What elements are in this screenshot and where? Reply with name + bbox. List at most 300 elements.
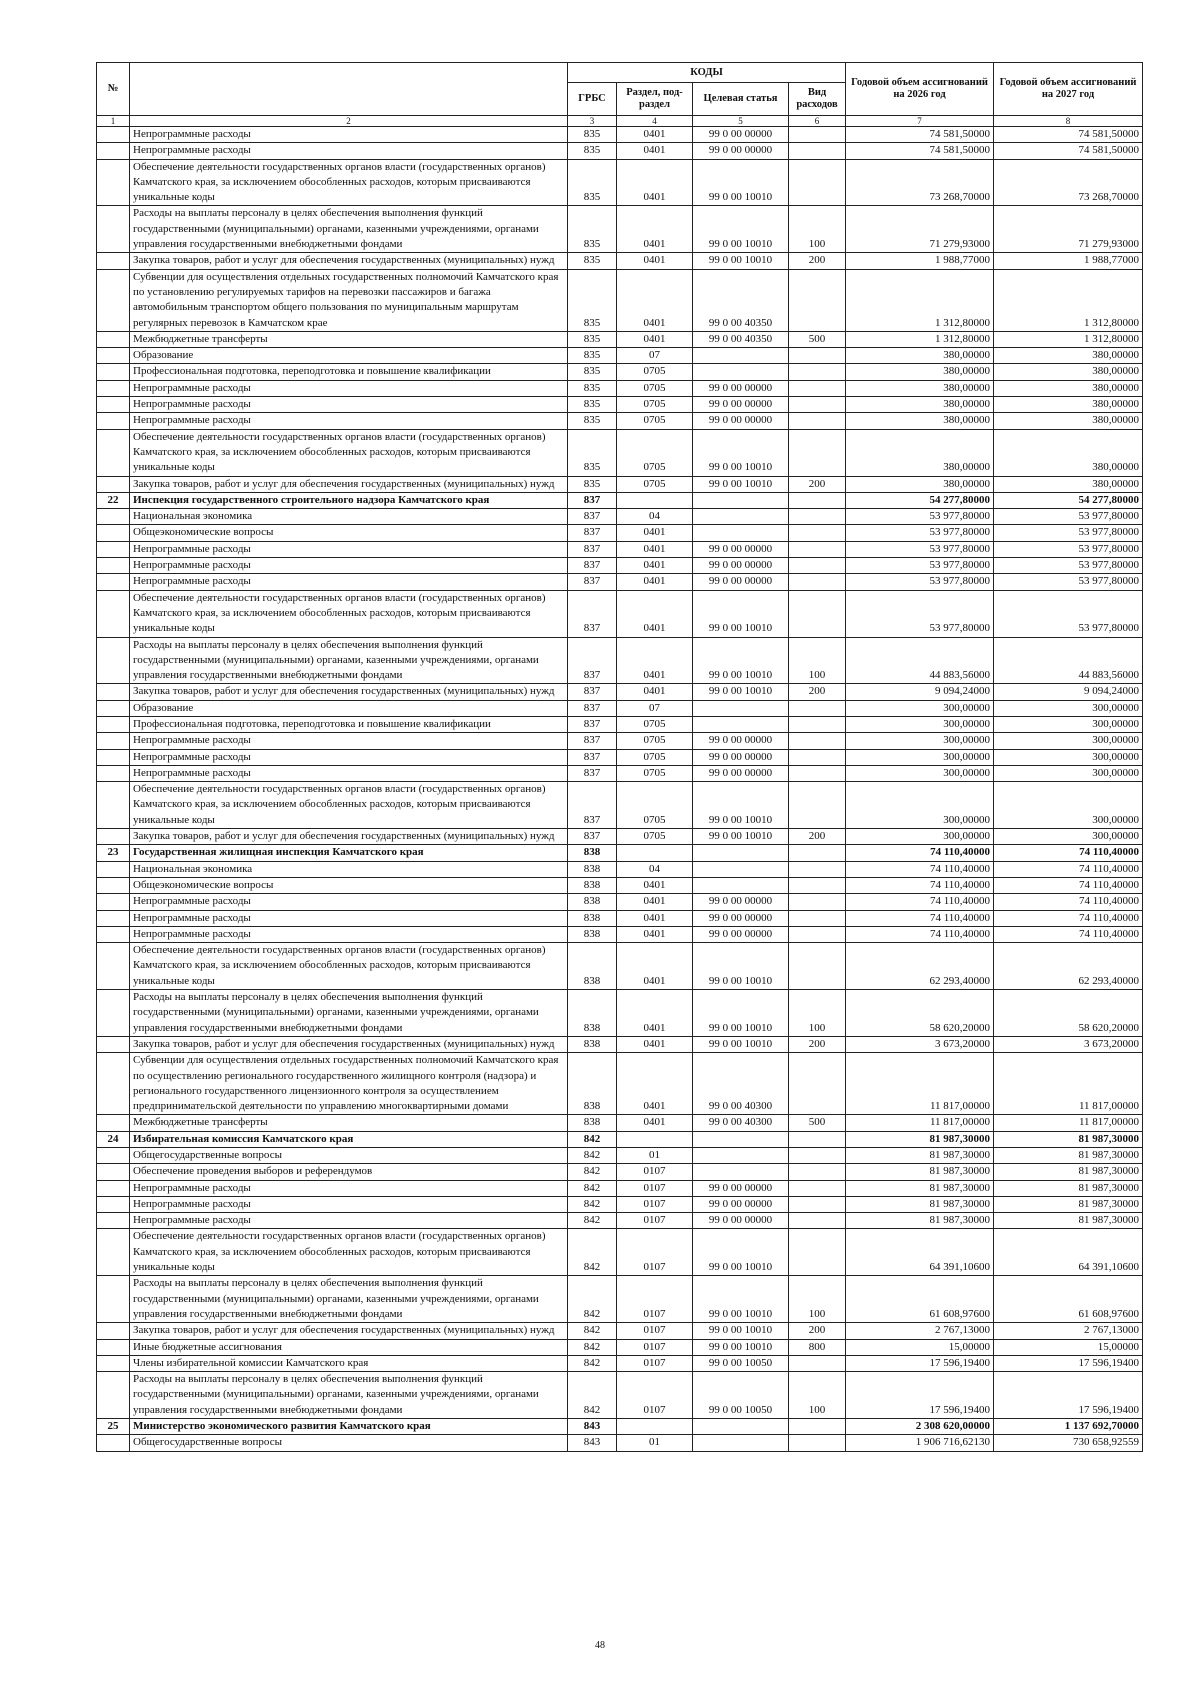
expense-name: Непрограммные расходы (130, 541, 568, 557)
grbs-code: 835 (568, 253, 617, 269)
grbs-code: 842 (568, 1148, 617, 1164)
amount-2027: 53 977,80000 (994, 509, 1143, 525)
row-number: 23 (97, 845, 130, 861)
table-row (97, 1229, 1143, 1276)
expense-type-code: 100 (789, 1276, 846, 1323)
amount-2027: 300,00000 (994, 716, 1143, 732)
amount-2026: 11 817,00000 (846, 1115, 994, 1131)
table-row (97, 143, 1143, 159)
expense-name: Обеспечение деятельности государственных органов власти (государственных органов) Камчатского края, за исключением обособленных расходов, которым присваиваются уникальные коды (130, 159, 568, 206)
target-article-code: 99 0 00 10010 (693, 637, 789, 684)
amount-2027: 62 293,40000 (994, 943, 1143, 990)
grbs-code: 837 (568, 492, 617, 508)
amount-2026: 17 596,19400 (846, 1355, 994, 1371)
amount-2026: 300,00000 (846, 765, 994, 781)
amount-2026: 81 987,30000 (846, 1213, 994, 1229)
section-code (617, 1131, 693, 1147)
grbs-code: 838 (568, 1053, 617, 1115)
expense-type-code: 800 (789, 1339, 846, 1355)
amount-2026: 300,00000 (846, 829, 994, 845)
target-article-code: 99 0 00 10010 (693, 206, 789, 253)
header-amount-2027: Годовой объем ассигнований на 2027 год (994, 63, 1143, 116)
grbs-code: 837 (568, 829, 617, 845)
amount-2027: 74 110,40000 (994, 877, 1143, 893)
section-code: 0401 (617, 331, 693, 347)
amount-2027: 380,00000 (994, 380, 1143, 396)
row-number (97, 269, 130, 331)
target-article-code: 99 0 00 00000 (693, 749, 789, 765)
target-article-code: 99 0 00 00000 (693, 541, 789, 557)
target-article-code: 99 0 00 10010 (693, 590, 789, 637)
expense-name: Субвенции для осуществления отдельных государственных полномочий Камчатского края по установлению регулируемых тарифов на перевозки пассажиров и багажа автомобильным транспортом общего пользования по муниципальным маршрутам регулярных перевозок в Камчатском крае (130, 269, 568, 331)
amount-2027: 54 277,80000 (994, 492, 1143, 508)
row-number (97, 894, 130, 910)
table-row (97, 127, 1143, 143)
section-code: 0401 (617, 590, 693, 637)
expense-name: Иные бюджетные ассигнования (130, 1339, 568, 1355)
grbs-code: 835 (568, 429, 617, 476)
expense-name: Непрограммные расходы (130, 380, 568, 396)
section-code: 0401 (617, 990, 693, 1037)
table-row (97, 1053, 1143, 1115)
target-article-code (693, 716, 789, 732)
table-row (97, 1115, 1143, 1131)
target-article-code (693, 348, 789, 364)
grbs-code: 835 (568, 397, 617, 413)
row-number (97, 574, 130, 590)
amount-2027: 380,00000 (994, 364, 1143, 380)
amount-2026: 11 817,00000 (846, 1053, 994, 1115)
expense-type-code (789, 574, 846, 590)
target-article-code: 99 0 00 00000 (693, 574, 789, 590)
table-row (97, 429, 1143, 476)
grbs-code: 842 (568, 1180, 617, 1196)
expense-name: Обеспечение деятельности государственных органов власти (государственных органов) Камчатского края, за исключением обособленных расходов, которым присваиваются уникальные коды (130, 1229, 568, 1276)
amount-2026: 61 608,97600 (846, 1276, 994, 1323)
column-index: 5 (693, 116, 789, 127)
grbs-code: 837 (568, 765, 617, 781)
section-code: 0107 (617, 1355, 693, 1371)
target-article-code: 99 0 00 00000 (693, 143, 789, 159)
section-code: 0705 (617, 364, 693, 380)
expense-type-code: 500 (789, 331, 846, 347)
section-code: 0705 (617, 476, 693, 492)
amount-2026: 53 977,80000 (846, 558, 994, 574)
grbs-code: 842 (568, 1355, 617, 1371)
grbs-code: 843 (568, 1419, 617, 1435)
amount-2027: 17 596,19400 (994, 1372, 1143, 1419)
grbs-code: 837 (568, 525, 617, 541)
column-index: 6 (789, 116, 846, 127)
grbs-code: 837 (568, 684, 617, 700)
table-row (97, 1372, 1143, 1419)
expense-name: Закупка товаров, работ и услуг для обеспечения государственных (муниципальных) нужд (130, 253, 568, 269)
amount-2026: 81 987,30000 (846, 1131, 994, 1147)
grbs-code: 838 (568, 894, 617, 910)
table-row (97, 1355, 1143, 1371)
table-row (97, 1196, 1143, 1212)
grbs-code: 842 (568, 1339, 617, 1355)
amount-2026: 53 977,80000 (846, 590, 994, 637)
table-row (97, 476, 1143, 492)
expense-name: Обеспечение деятельности государственных органов власти (государственных органов) Камчатского края, за исключением обособленных расходов, которым присваиваются уникальные коды (130, 429, 568, 476)
expense-name: Общегосударственные вопросы (130, 1148, 568, 1164)
amount-2027: 3 673,20000 (994, 1036, 1143, 1052)
header-section: Раздел, под-раздел (617, 83, 693, 116)
expense-name: Непрограммные расходы (130, 910, 568, 926)
section-code: 0107 (617, 1229, 693, 1276)
table-row (97, 1164, 1143, 1180)
table-row (97, 331, 1143, 347)
expense-type-code (789, 765, 846, 781)
grbs-code: 837 (568, 782, 617, 829)
amount-2026: 380,00000 (846, 413, 994, 429)
target-article-code (693, 1148, 789, 1164)
row-number (97, 253, 130, 269)
row-number (97, 1053, 130, 1115)
amount-2027: 71 279,93000 (994, 206, 1143, 253)
amount-2027: 53 977,80000 (994, 574, 1143, 590)
column-index: 8 (994, 116, 1143, 127)
section-code: 0705 (617, 829, 693, 845)
amount-2027: 61 608,97600 (994, 1276, 1143, 1323)
target-article-code: 99 0 00 10010 (693, 1339, 789, 1355)
expense-name: Обеспечение деятельности государственных органов власти (государственных органов) Камчатского края, за исключением обособленных расходов, которым присваиваются уникальные коды (130, 590, 568, 637)
amount-2027: 1 988,77000 (994, 253, 1143, 269)
target-article-code: 99 0 00 10010 (693, 1276, 789, 1323)
expense-name: Обеспечение проведения выборов и референдумов (130, 1164, 568, 1180)
section-code: 0705 (617, 733, 693, 749)
amount-2027: 74 110,40000 (994, 926, 1143, 942)
amount-2027: 300,00000 (994, 733, 1143, 749)
amount-2026: 2 308 620,00000 (846, 1419, 994, 1435)
amount-2027: 11 817,00000 (994, 1115, 1143, 1131)
target-article-code: 99 0 00 10010 (693, 1323, 789, 1339)
target-article-code: 99 0 00 00000 (693, 1196, 789, 1212)
row-number (97, 143, 130, 159)
target-article-code (693, 861, 789, 877)
amount-2027: 74 110,40000 (994, 861, 1143, 877)
expense-name: Расходы на выплаты персоналу в целях обеспечения выполнения функций государственными (муниципальными) органами, казенными учреждениями, органами управления государственными внебюджетными фондами (130, 637, 568, 684)
expense-type-code: 100 (789, 206, 846, 253)
table-row (97, 926, 1143, 942)
grbs-code: 838 (568, 877, 617, 893)
table-row (97, 558, 1143, 574)
expense-type-code (789, 143, 846, 159)
amount-2026: 300,00000 (846, 733, 994, 749)
amount-2027: 74 110,40000 (994, 845, 1143, 861)
amount-2026: 74 581,50000 (846, 127, 994, 143)
expense-name: Члены избирательной комиссии Камчатского края (130, 1355, 568, 1371)
table-row (97, 1180, 1143, 1196)
section-code: 0401 (617, 206, 693, 253)
amount-2026: 81 987,30000 (846, 1180, 994, 1196)
amount-2026: 53 977,80000 (846, 509, 994, 525)
expense-name: Непрограммные расходы (130, 1213, 568, 1229)
amount-2027: 300,00000 (994, 749, 1143, 765)
grbs-code: 838 (568, 861, 617, 877)
target-article-code: 99 0 00 10010 (693, 829, 789, 845)
expense-type-code (789, 1213, 846, 1229)
row-number (97, 331, 130, 347)
amount-2027: 2 767,13000 (994, 1323, 1143, 1339)
row-number (97, 749, 130, 765)
row-number (97, 1435, 130, 1451)
row-number (97, 397, 130, 413)
grbs-code: 835 (568, 348, 617, 364)
expense-type-code (789, 590, 846, 637)
expense-type-code (789, 910, 846, 926)
grbs-code: 838 (568, 845, 617, 861)
row-number: 25 (97, 1419, 130, 1435)
section-code: 0401 (617, 684, 693, 700)
row-number (97, 429, 130, 476)
section-code: 01 (617, 1148, 693, 1164)
target-article-code: 99 0 00 10010 (693, 990, 789, 1037)
amount-2026: 17 596,19400 (846, 1372, 994, 1419)
expense-type-code (789, 700, 846, 716)
amount-2027: 81 987,30000 (994, 1180, 1143, 1196)
page-number: 48 (595, 1640, 605, 1651)
target-article-code: 99 0 00 00000 (693, 558, 789, 574)
expense-type-code (789, 558, 846, 574)
grbs-code: 842 (568, 1164, 617, 1180)
amount-2026: 1 312,80000 (846, 331, 994, 347)
expense-type-code (789, 413, 846, 429)
target-article-code: 99 0 00 40300 (693, 1053, 789, 1115)
row-number (97, 733, 130, 749)
amount-2027: 300,00000 (994, 782, 1143, 829)
grbs-code: 835 (568, 331, 617, 347)
column-index: 7 (846, 116, 994, 127)
row-number (97, 1196, 130, 1212)
expense-type-code (789, 1419, 846, 1435)
row-number (97, 206, 130, 253)
expense-name: Инспекция государственного строительного надзора Камчатского края (130, 492, 568, 508)
target-article-code: 99 0 00 40350 (693, 269, 789, 331)
amount-2026: 81 987,30000 (846, 1196, 994, 1212)
row-number (97, 1323, 130, 1339)
expense-type-code (789, 509, 846, 525)
section-code: 0401 (617, 1036, 693, 1052)
amount-2026: 1 988,77000 (846, 253, 994, 269)
header-name (130, 63, 568, 116)
grbs-code: 838 (568, 1036, 617, 1052)
expense-name: Закупка товаров, работ и услуг для обеспечения государственных (муниципальных) нужд (130, 684, 568, 700)
table-row (97, 1213, 1143, 1229)
expense-name: Профессиональная подготовка, переподготовка и повышение квалификации (130, 364, 568, 380)
amount-2026: 2 767,13000 (846, 1323, 994, 1339)
expense-type-code: 100 (789, 990, 846, 1037)
target-article-code: 99 0 00 40350 (693, 331, 789, 347)
grbs-code: 837 (568, 541, 617, 557)
expense-type-code (789, 1148, 846, 1164)
grbs-code: 838 (568, 990, 617, 1037)
header-target: Целевая статья (693, 83, 789, 116)
expense-name: Закупка товаров, работ и услуг для обеспечения государственных (муниципальных) нужд (130, 829, 568, 845)
table-row (97, 910, 1143, 926)
expense-type-code (789, 894, 846, 910)
section-code: 0401 (617, 253, 693, 269)
section-code: 0401 (617, 1115, 693, 1131)
budget-table-sheet (96, 62, 1142, 1452)
amount-2027: 81 987,30000 (994, 1148, 1143, 1164)
grbs-code: 835 (568, 159, 617, 206)
table-row (97, 1131, 1143, 1147)
section-code: 0107 (617, 1339, 693, 1355)
expense-name: Образование (130, 348, 568, 364)
table-row (97, 765, 1143, 781)
amount-2026: 15,00000 (846, 1339, 994, 1355)
section-code: 07 (617, 348, 693, 364)
amount-2027: 1 312,80000 (994, 331, 1143, 347)
expense-name: Непрограммные расходы (130, 397, 568, 413)
amount-2026: 380,00000 (846, 429, 994, 476)
section-code: 0401 (617, 877, 693, 893)
grbs-code: 835 (568, 380, 617, 396)
section-code: 0705 (617, 749, 693, 765)
row-number (97, 590, 130, 637)
table-row (97, 1339, 1143, 1355)
row-number (97, 525, 130, 541)
grbs-code: 837 (568, 700, 617, 716)
row-number (97, 1164, 130, 1180)
table-row (97, 574, 1143, 590)
expense-type-code (789, 733, 846, 749)
table-row (97, 1435, 1143, 1451)
table-row (97, 1148, 1143, 1164)
grbs-code: 835 (568, 206, 617, 253)
target-article-code (693, 700, 789, 716)
expense-name: Субвенции для осуществления отдельных государственных полномочий Камчатского края по осуществлению регионального государственного жилищного контроля (надзора) и регионального государственного лицензионного контроля за осуществлением предпринимательской деятельности по управлению многоквартирными домами (130, 1053, 568, 1115)
amount-2026: 53 977,80000 (846, 541, 994, 557)
grbs-code: 842 (568, 1372, 617, 1419)
header-amount-2026: Годовой объем ассигнований на 2026 год (846, 63, 994, 116)
amount-2027: 74 581,50000 (994, 127, 1143, 143)
amount-2026: 74 110,40000 (846, 845, 994, 861)
amount-2027: 81 987,30000 (994, 1196, 1143, 1212)
expense-name: Межбюджетные трансферты (130, 1115, 568, 1131)
expense-name: Избирательная комиссия Камчатского края (130, 1131, 568, 1147)
amount-2027: 74 581,50000 (994, 143, 1143, 159)
section-code: 0401 (617, 558, 693, 574)
header-type: Вид расходов (789, 83, 846, 116)
section-code: 0401 (617, 894, 693, 910)
row-number (97, 943, 130, 990)
amount-2027: 58 620,20000 (994, 990, 1143, 1037)
amount-2026: 74 581,50000 (846, 143, 994, 159)
expense-type-code (789, 1355, 846, 1371)
target-article-code (693, 364, 789, 380)
expense-type-code (789, 525, 846, 541)
target-article-code (693, 1435, 789, 1451)
table-row (97, 943, 1143, 990)
grbs-code: 842 (568, 1276, 617, 1323)
target-article-code (693, 1131, 789, 1147)
expense-name: Непрограммные расходы (130, 127, 568, 143)
expense-name: Непрограммные расходы (130, 143, 568, 159)
amount-2027: 53 977,80000 (994, 541, 1143, 557)
section-code: 0107 (617, 1372, 693, 1419)
expense-name: Обеспечение деятельности государственных органов власти (государственных органов) Камчатского края, за исключением обособленных расходов, которым присваиваются уникальные коды (130, 782, 568, 829)
amount-2027: 380,00000 (994, 413, 1143, 429)
expense-name: Непрограммные расходы (130, 558, 568, 574)
amount-2027: 300,00000 (994, 765, 1143, 781)
section-code: 0107 (617, 1213, 693, 1229)
target-article-code: 99 0 00 10010 (693, 1036, 789, 1052)
grbs-code: 842 (568, 1196, 617, 1212)
table-row (97, 253, 1143, 269)
section-code (617, 492, 693, 508)
target-article-code: 99 0 00 10010 (693, 253, 789, 269)
amount-2027: 74 110,40000 (994, 894, 1143, 910)
expense-type-code: 200 (789, 684, 846, 700)
section-code: 0401 (617, 159, 693, 206)
expense-name: Профессиональная подготовка, переподготовка и повышение квалификации (130, 716, 568, 732)
target-article-code (693, 525, 789, 541)
grbs-code: 842 (568, 1131, 617, 1147)
column-index: 1 (97, 116, 130, 127)
budget-table (96, 62, 1143, 1452)
expense-name: Расходы на выплаты персоналу в целях обеспечения выполнения функций государственными (муниципальными) органами, казенными учреждениями, органами управления государственными внебюджетными фондами (130, 1372, 568, 1419)
row-number (97, 1276, 130, 1323)
row-number (97, 1213, 130, 1229)
row-number (97, 380, 130, 396)
expense-type-code (789, 348, 846, 364)
grbs-code: 835 (568, 269, 617, 331)
expense-type-code (789, 861, 846, 877)
column-index: 3 (568, 116, 617, 127)
grbs-code: 837 (568, 590, 617, 637)
expense-type-code (789, 1180, 846, 1196)
amount-2026: 53 977,80000 (846, 574, 994, 590)
row-number (97, 782, 130, 829)
grbs-code: 837 (568, 574, 617, 590)
table-row (97, 1036, 1143, 1052)
row-number (97, 509, 130, 525)
section-code: 0401 (617, 269, 693, 331)
amount-2026: 74 110,40000 (846, 861, 994, 877)
section-code: 0705 (617, 413, 693, 429)
row-number (97, 1355, 130, 1371)
section-code: 0401 (617, 1053, 693, 1115)
row-number (97, 476, 130, 492)
grbs-code: 837 (568, 716, 617, 732)
row-number (97, 348, 130, 364)
expense-type-code (789, 845, 846, 861)
table-row (97, 492, 1143, 508)
table-row (97, 159, 1143, 206)
table-row (97, 1276, 1143, 1323)
expense-type-code (789, 749, 846, 765)
grbs-code: 838 (568, 910, 617, 926)
table-row (97, 541, 1143, 557)
amount-2027: 44 883,56000 (994, 637, 1143, 684)
expense-name: Непрограммные расходы (130, 574, 568, 590)
row-number: 22 (97, 492, 130, 508)
table-row (97, 700, 1143, 716)
amount-2026: 58 620,20000 (846, 990, 994, 1037)
amount-2027: 53 977,80000 (994, 590, 1143, 637)
expense-name: Министерство экономического развития Камчатского края (130, 1419, 568, 1435)
expense-name: Непрограммные расходы (130, 413, 568, 429)
amount-2026: 73 268,70000 (846, 159, 994, 206)
row-number (97, 700, 130, 716)
target-article-code: 99 0 00 40300 (693, 1115, 789, 1131)
amount-2027: 53 977,80000 (994, 525, 1143, 541)
expense-name: Межбюджетные трансферты (130, 331, 568, 347)
table-row (97, 733, 1143, 749)
